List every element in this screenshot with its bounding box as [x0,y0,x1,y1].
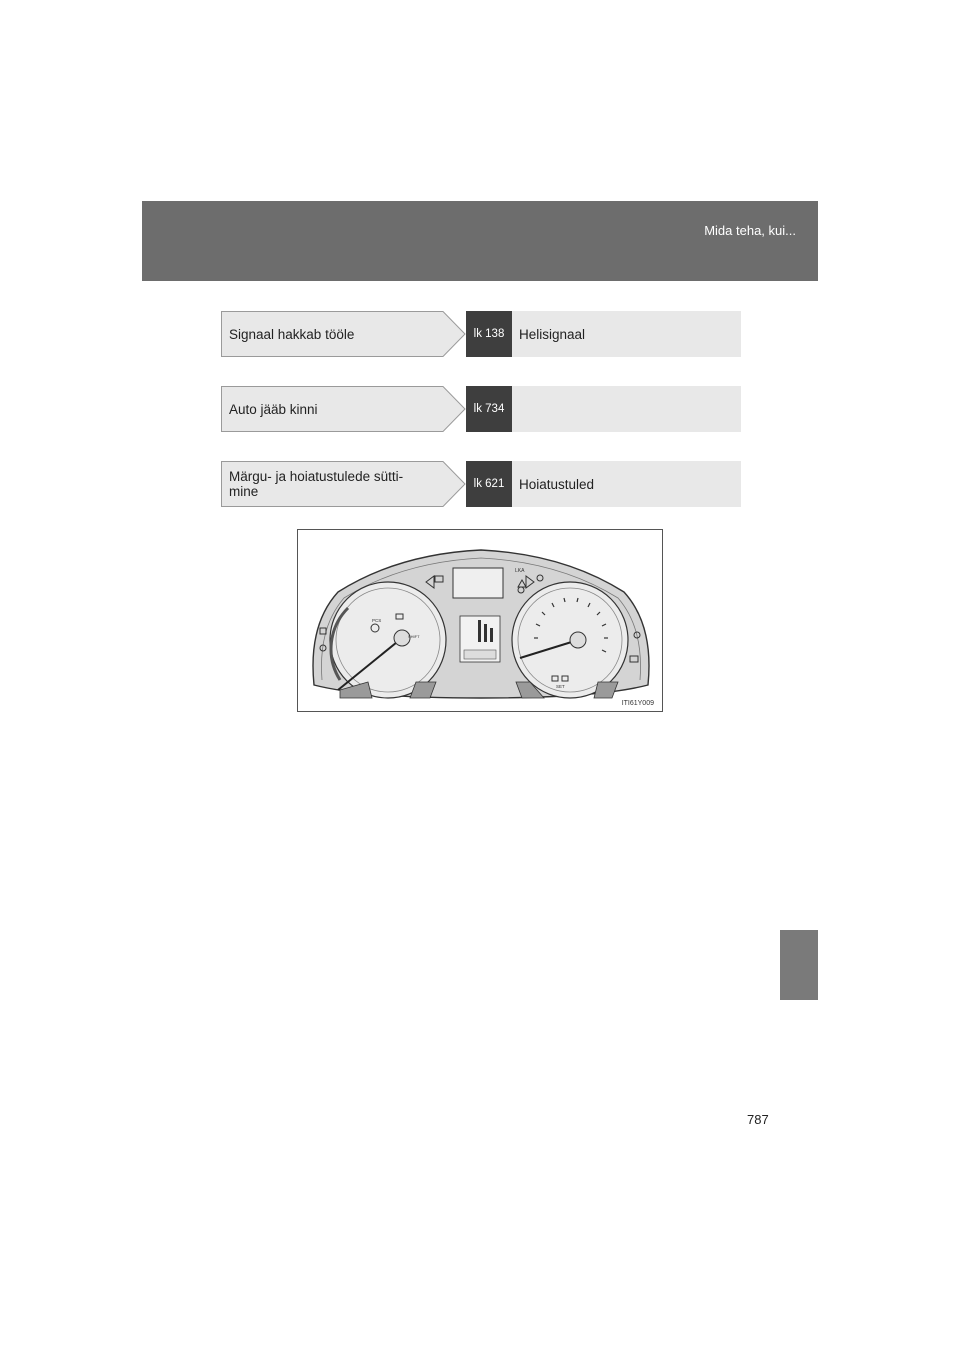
reference-row [221,386,741,432]
pcs-label: PCS [372,618,382,623]
lka-label: LKA [515,568,525,574]
situation-cell [221,461,466,507]
chapter-tab [780,930,818,1000]
situation-text: Märgu- ja hoiatustulede sütti- mine [229,469,404,499]
reference-row [221,311,741,357]
situation-cell [221,386,466,432]
figure-code: ITI61Y009 [621,700,654,707]
section-title: Mida teha, kui... [704,223,796,238]
section-header [142,201,818,281]
page-ref: lk 138 [466,311,512,357]
instrument-cluster-illustration [298,530,664,713]
page-ref: lk 734 [466,386,512,432]
set-label: SET [556,684,565,689]
topic-cell: Hoiatustuled [512,461,741,507]
instrument-cluster-figure [297,529,663,712]
page-ref: lk 621 [466,461,512,507]
page-number: 787 [747,1112,769,1127]
situation-text: Auto jääb kinni [229,401,318,417]
shift-label: SHIFT [408,634,420,639]
topic-cell [512,386,741,432]
situation-cell [221,311,466,357]
reference-row [221,461,741,507]
situation-text: Signaal hakkab tööle [229,326,355,342]
topic-cell: Helisignaal [512,311,741,357]
